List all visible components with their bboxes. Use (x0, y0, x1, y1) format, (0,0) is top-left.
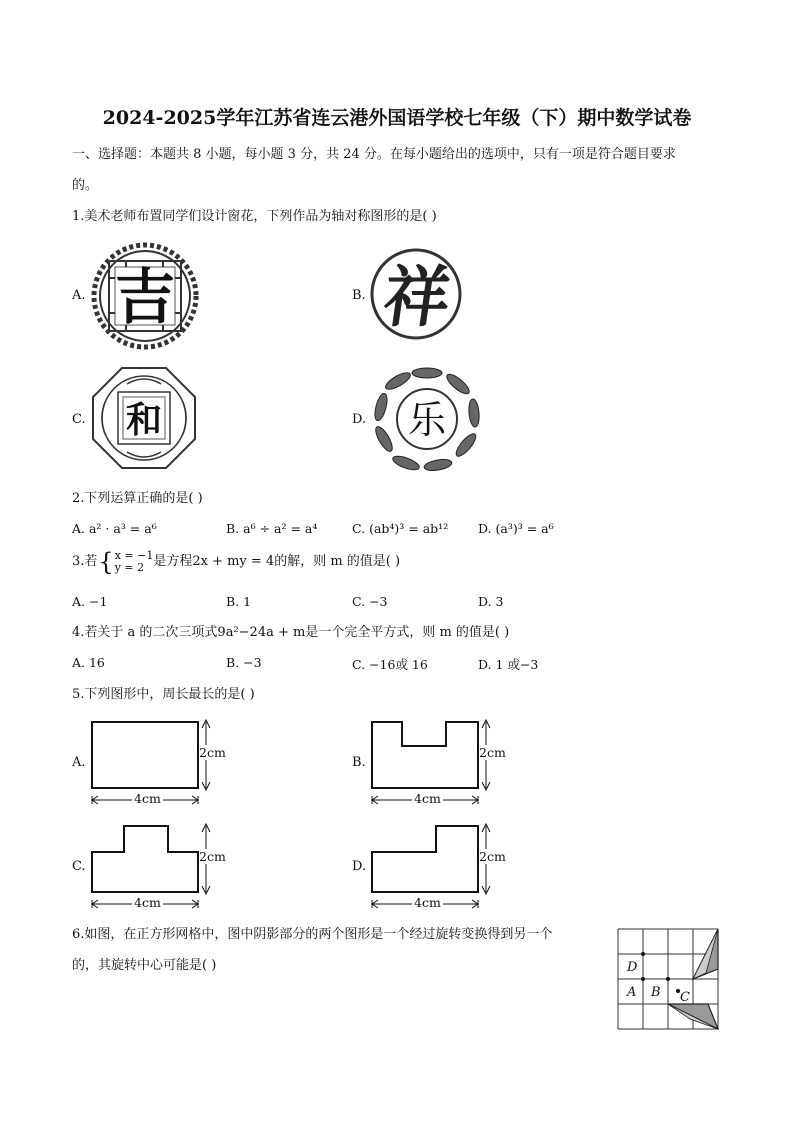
q5-figure-d-step (368, 820, 518, 914)
q5-stem: 5.下列图形中，周长最长的是( ) (72, 687, 255, 702)
q3-option-a: A. −1 (72, 594, 108, 609)
section-instruction-line1: 一、选择题：本题共 8 小题，每小题 3 分，共 24 分。在每小题给出的选项中，只有一项是符合题目要求 (72, 147, 676, 162)
q5-figure-b-notched-top (368, 716, 518, 810)
page-title: 2024-2025学年江苏省连云港外国语学校七年级（下）期中数学试卷 (102, 107, 692, 129)
q3-brace: { (98, 548, 114, 576)
q3-option-c: C. −3 (352, 594, 388, 609)
q1-figure-a-ji-seal (91, 243, 199, 349)
q5-option-b-label: B. (352, 755, 366, 770)
q4-stem: 4.若关于 a 的二次三项式9a²−24a + m是一个完全平方式，则 m 的值是( ) (72, 625, 510, 640)
q4-option-d: D. 1 或−3 (478, 657, 539, 672)
q1-stem: 1.美术老师布置同学们设计窗花，下列作品为轴对称图形的是( ) (72, 209, 437, 224)
q1-option-d-label: D. (352, 412, 367, 427)
q5-option-d-label: D. (352, 859, 367, 874)
q1-figure-c-he-octagon (91, 366, 197, 470)
q5-b-width-label: 4cm (414, 791, 441, 806)
q6-stem-line1: 6.如图，在正方形网格中，图中阴影部分的两个图形是一个经过旋转变换得到另一个 (72, 927, 553, 942)
section-instruction-line2: 的。 (72, 178, 99, 193)
q1-char-ji: 吉 (115, 263, 175, 333)
q6-point-c: C (680, 990, 690, 1005)
q5-c-width-label: 4cm (134, 895, 161, 910)
q2-option-b: B. a⁶ ÷ a² = a⁴ (226, 521, 318, 536)
q5-figure-c-raised-middle (88, 820, 238, 914)
q2-option-d: D. (a³)³ = a⁶ (478, 521, 554, 536)
q1-char-le: 乐 (407, 398, 447, 442)
q6-grid-figure (618, 929, 720, 1031)
q1-char-he: 和 (125, 400, 163, 441)
q5-option-a-label: A. (72, 755, 86, 770)
q5-figure-a-rectangle (88, 716, 238, 810)
q5-b-height-label: 2cm (479, 745, 506, 760)
q2-option-a: A. a² · a³ = a⁶ (72, 521, 157, 536)
q5-option-c-label: C. (72, 859, 86, 874)
q1-figure-b-xiang-seal (370, 248, 462, 340)
q6-point-b: B (651, 985, 661, 1000)
q1-char-xiang: 祥 (378, 258, 456, 336)
q1-figure-d-le-leaves (372, 365, 482, 473)
q3-stem: 3.若 { x = −1 y = 2 是方程2x + my = 4的解，则 m 的值是( ) (72, 548, 401, 576)
q3-option-d: D. 3 (478, 594, 504, 609)
q6-point-a: A (627, 985, 637, 1000)
q1-option-b-label: B. (352, 288, 366, 303)
q2-option-c: C. (ab⁴)³ = ab¹² (352, 521, 449, 536)
q6-stem-line2: 的，其旋转中心可能是( ) (72, 958, 217, 973)
q4-option-b: B. −3 (226, 655, 262, 670)
q5-a-width-label: 4cm (134, 791, 161, 806)
q4-option-c: C. −16或 16 (352, 657, 428, 672)
q1-option-a-label: A. (72, 288, 86, 303)
q1-option-c-label: C. (72, 412, 86, 427)
q3-option-b: B. 1 (226, 594, 252, 609)
q6-point-d: D (627, 960, 638, 975)
q3-equation-system: x = −1 y = 2 (114, 549, 154, 574)
q5-d-width-label: 4cm (414, 895, 441, 910)
q2-stem: 2.下列运算正确的是( ) (72, 491, 203, 506)
q5-c-height-label: 2cm (199, 849, 226, 864)
q5-d-height-label: 2cm (479, 849, 506, 864)
q5-a-height-label: 2cm (199, 745, 226, 760)
q4-option-a: A. 16 (72, 655, 105, 670)
